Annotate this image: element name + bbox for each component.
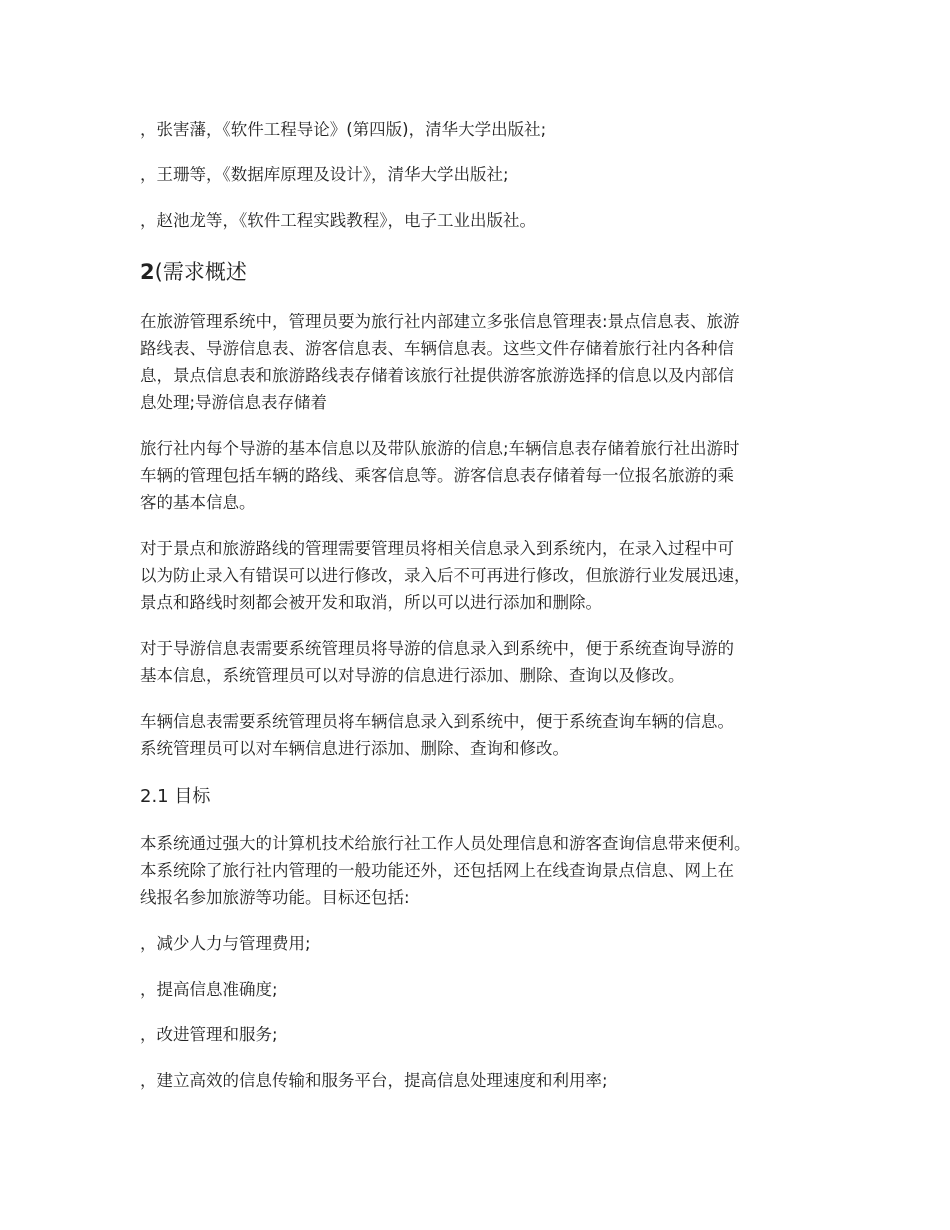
paragraph-line: 对于导游信息表需要系统管理员将导游的信息录入到系统中，便于系统查询导游的 <box>140 639 734 658</box>
paragraph-line: 以为防止录入有错误可以进行修改，录入后不可再进行修改，但旅游行业发展迅速， <box>140 566 751 585</box>
reference-item: ，赵池龙等，《软件工程实践教程》，电子工业出版社。 <box>140 211 536 230</box>
paragraph <box>140 830 820 911</box>
paragraph-line: 在旅游管理系统中，管理员要为旅行社内部建立多张信息管理表:景点信息表、旅游 <box>140 312 740 331</box>
paragraph-line: 本系统除了旅行社内管理的一般功能还外，还包括网上在线查询景点信息、网上在 <box>140 861 734 880</box>
paragraph-line: 路线表、导游信息表、游客信息表、车辆信息表。这些文件存储着旅行社内各种信 <box>140 339 734 358</box>
paragraph-line: 息，景点信息表和旅游路线表存储着该旅行社提供游客旅游选择的信息以及内部信 <box>140 366 734 385</box>
section-number: 2 <box>140 260 155 284</box>
paragraph-line: 系统管理员可以对车辆信息进行添加、删除、查询和修改。 <box>140 739 569 758</box>
paragraph <box>140 308 820 416</box>
paragraph <box>140 635 820 689</box>
paragraph <box>140 435 820 516</box>
reference-item: ，张害藩，《软件工程导论》(第四版)，清华大学出版社; <box>140 120 547 139</box>
paragraph-line: 景点和路线时刻都会被开发和取消，所以可以进行添加和删除。 <box>140 593 602 612</box>
paragraph <box>140 535 820 616</box>
paragraph-line: 旅行社内每个导游的基本信息以及带队旅游的信息;车辆信息表存储着旅行社出游时 <box>140 439 740 458</box>
paragraph-line: 息处理;导游信息表存储着 <box>140 393 328 412</box>
paragraph-line: 客的基本信息。 <box>140 493 256 512</box>
section-title: (需求概述 <box>154 260 247 284</box>
paragraph-line: 车辆信息表需要系统管理员将车辆信息录入到系统中，便于系统查询车辆的信息。 <box>140 712 734 731</box>
paragraph-line: 基本信息，系统管理员可以对导游的信息进行添加、删除、查询以及修改。 <box>140 666 685 685</box>
subsection-heading: 2.1 目标 <box>140 786 211 807</box>
goal-item: ，减少人力与管理费用; <box>140 934 311 953</box>
paragraph-line: 对于景点和旅游路线的管理需要管理员将相关信息录入到系统内，在录入过程中可 <box>140 539 734 558</box>
goal-item: ，提高信息准确度; <box>140 980 278 999</box>
goal-item: ，建立高效的信息传输和服务平台，提高信息处理速度和利用率; <box>140 1071 608 1090</box>
section-heading <box>140 257 247 287</box>
paragraph <box>140 708 820 762</box>
paragraph-line: 本系统通过强大的计算机技术给旅行社工作人员处理信息和游客查询信息带来便利。 <box>140 834 751 853</box>
paragraph-line: 车辆的管理包括车辆的路线、乘客信息等。游客信息表存储着每一位报名旅游的乘 <box>140 466 734 485</box>
goal-item: ，改进管理和服务; <box>140 1025 278 1044</box>
reference-item: ，王珊等，《数据库原理及设计》，清华大学出版社; <box>140 165 509 184</box>
paragraph-line: 线报名参加旅游等功能。目标还包括: <box>140 888 410 907</box>
